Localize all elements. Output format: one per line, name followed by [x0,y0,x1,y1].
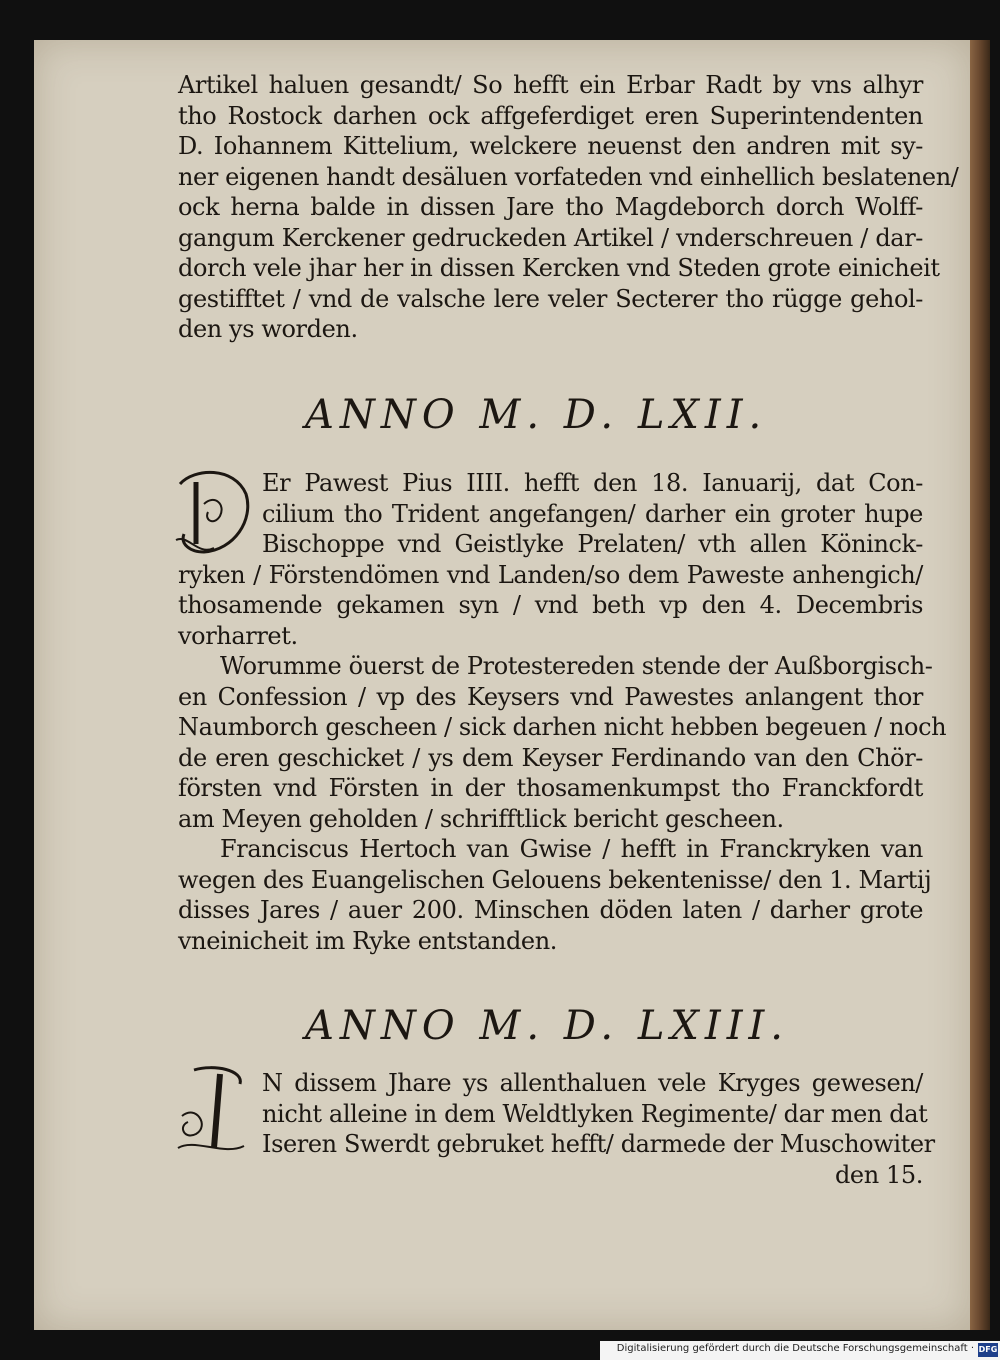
footer-bar [600,1341,1000,1360]
text-line: den ys worden. [178,315,358,343]
text-line: ryken / Förstendömen vnd Landen/so dem Paweste anhengich/ [178,560,923,589]
text-line: ock herna balde in dissen Jare tho Magdeborch dorch Wolff- [178,193,923,221]
text-line: Naumborch gescheen / sick darhen nicht hebben begeuen / noch [178,713,947,741]
text-line: vneinicheit im Ryke entstanden. [178,926,558,955]
dropcap-flourish-icon [174,464,254,560]
section-1562 [178,468,947,956]
text-line: N dissem Jhare ys allenthaluen vele Kryges gewesen/ [262,1069,923,1097]
text-line: gestifftet / vnd de valsche lere veler Secterer tho rügge gehol- [178,284,923,313]
text-line: gangum Kerckener gedruckeden Artikel / vnderschreuen / dar- [178,223,923,252]
dfg-logo-icon: DFG [978,1343,998,1357]
catchword: den 15. [834,1160,923,1189]
text-line: cilium tho Trident angefangen/ darher ein groter hupe [262,499,923,528]
heading-anno-1562: ANNO M. D. LXII. [305,392,768,438]
intro-paragraph [178,70,959,345]
text-line: en Confession / vp des Keysers vnd Pawestes anlangent thor [178,682,923,711]
dropcap-flourish-icon [174,1064,254,1160]
footer-credit: Digitalisierung gefördert durch die Deutsche Forschungsgemeinschaft · [616,1343,974,1354]
dropcap-i [174,1064,254,1160]
heading-anno-1563: ANNO M. D. LXIII. [305,1003,790,1049]
text-line: D. Iohannem Kittelium, welckere neuenst den andren mit sy- [178,132,923,160]
section-1563 [178,1068,935,1190]
text-line: disses Jares / auer 200. Minschen döden laten / darher grote [178,896,923,924]
dropcap-d [174,464,254,560]
text-line: Franciscus Hertoch van Gwise / hefft in Franckryken van [220,835,923,863]
text-line: wegen des Euangelischen Gelouens bekentenisse/ den 1. Martij [178,865,932,894]
text-line: Bischoppe vnd Geistlyke Prelaten/ vth allen Köninck- [262,530,923,558]
text-line: vorharret. [178,621,298,650]
text-line: Er Pawest Pius IIII. hefft den 18. Ianuarij, dat Con- [262,469,923,497]
text-line: dorch vele jhar her in dissen Kercken vnd Steden grote einicheit [178,254,940,282]
text-line: Iseren Swerdt gebruket hefft/ darmede der Muschowiter [262,1130,935,1158]
text-line: försten vnd Försten in der thosamenkumpst tho Franckfordt [178,774,923,802]
text-line: Artikel haluen gesandt/ So hefft ein Erbar Radt by vns alhyr [178,71,923,99]
text-line: tho Rostock darhen ock affgeferdiget eren Superintendenten [178,101,923,130]
text-line: am Meyen geholden / schrifftlick bericht gescheen. [178,804,784,833]
text-line: thosamende gekamen syn / vnd beth vp den 4. Decembris [178,591,923,619]
text-line: nicht alleine in dem Weldtlyken Regimente/ dar men dat [262,1099,928,1128]
text-line: de eren geschicket / ys dem Keyser Ferdinando van den Chör- [178,743,923,772]
text-line: ner eigenen handt desäluen vorfateden vnd einhellich beslatenen/ [178,162,959,191]
page-edge [968,40,990,1330]
text-line: Worumme öuerst de Protestereden stende der Außborgisch- [220,652,933,680]
